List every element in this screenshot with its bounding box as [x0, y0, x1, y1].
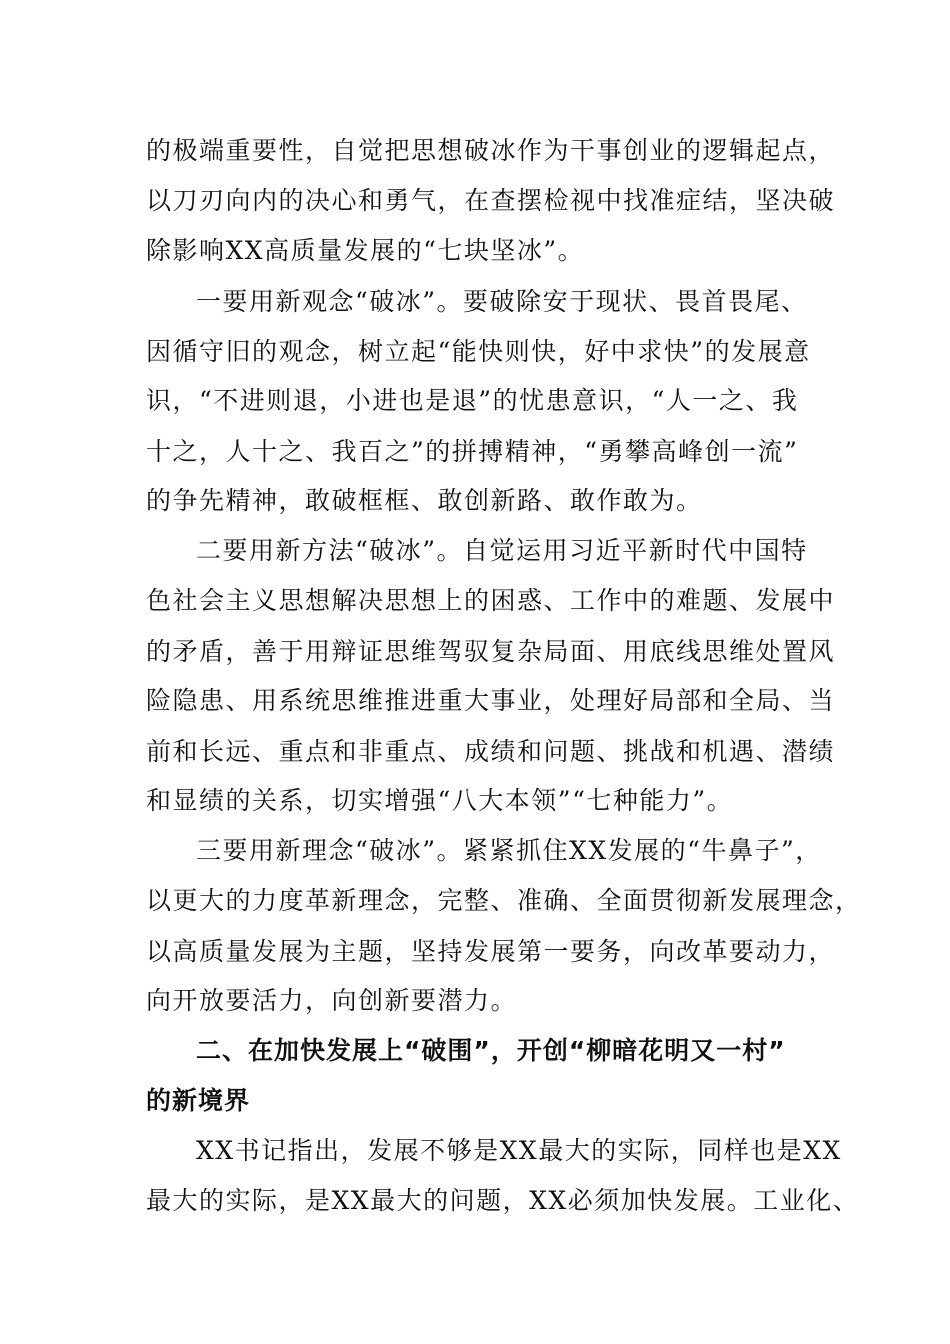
- text-line-6: 识，“不进则退，小进也是退”的忧患意识，“人一之、我: [146, 386, 799, 415]
- text-line-16: 以更大的力度革新理念，完整、准确、全面贯彻新发展理念，: [146, 886, 862, 915]
- text-line-17: 以高质量发展为主题，坚持发展第一要务，向改革要动力，: [146, 937, 836, 966]
- section-heading: 二、在加快发展上“破围”，开创“柳暗花明又一村”: [196, 1036, 786, 1065]
- paragraph-1-start: 一要用新观念“破冰”。要破除安于现状、畏首畏尾、: [196, 287, 808, 316]
- text-line-7: 十之，人十之、我百之”的拼搏精神，“勇攀高峰创一流”: [146, 437, 799, 466]
- text-line-11: 的矛盾，善于用辩证思维驾驭复杂局面、用底线思维处置风: [146, 637, 836, 666]
- text-line-22: 最大的实际，是XX最大的问题，XX必须加快发展。工业化、: [146, 1186, 860, 1215]
- paragraph-4-start: XX书记指出，发展不够是XX最大的实际，同样也是XX: [196, 1136, 842, 1165]
- paragraph-3-start: 三要用新理念“破冰”。紧紧抓住XX发展的“牛鼻子”，: [196, 836, 822, 865]
- text-line-14: 和显绩的关系，切实增强“八大本领”“七种能力”。: [146, 786, 734, 815]
- paragraph-2-start: 二要用新方法“破冰”。自觉运用习近平新时代中国特: [196, 536, 808, 565]
- text-line-1: 的极端重要性，自觉把思想破冰作为干事创业的逻辑起点，: [146, 136, 836, 165]
- section-heading-continued: 的新境界: [146, 1086, 251, 1115]
- text-line-5: 因循守旧的观念，树立起“能快则快，好中求快”的发展意: [146, 337, 811, 366]
- text-line-18: 向开放要活力，向创新要潜力。: [146, 986, 518, 1015]
- text-line-8: 的争先精神，敢破框框、敢创新路、敢作敢为。: [146, 486, 703, 515]
- text-line-3: 除影响XX高质量发展的“七块坚冰”。: [146, 236, 585, 265]
- text-line-13: 前和长远、重点和非重点、成绩和问题、挑战和机遇、潜绩: [146, 737, 836, 766]
- text-line-2: 以刀刃向内的决心和勇气，在查摆检视中找准症结，坚决破: [146, 186, 836, 215]
- text-line-12: 险隐患、用系统思维推进重大事业，处理好局部和全局、当: [146, 686, 836, 715]
- text-line-10: 色社会主义思想解决思想上的困惑、工作中的难题、发展中: [146, 586, 836, 615]
